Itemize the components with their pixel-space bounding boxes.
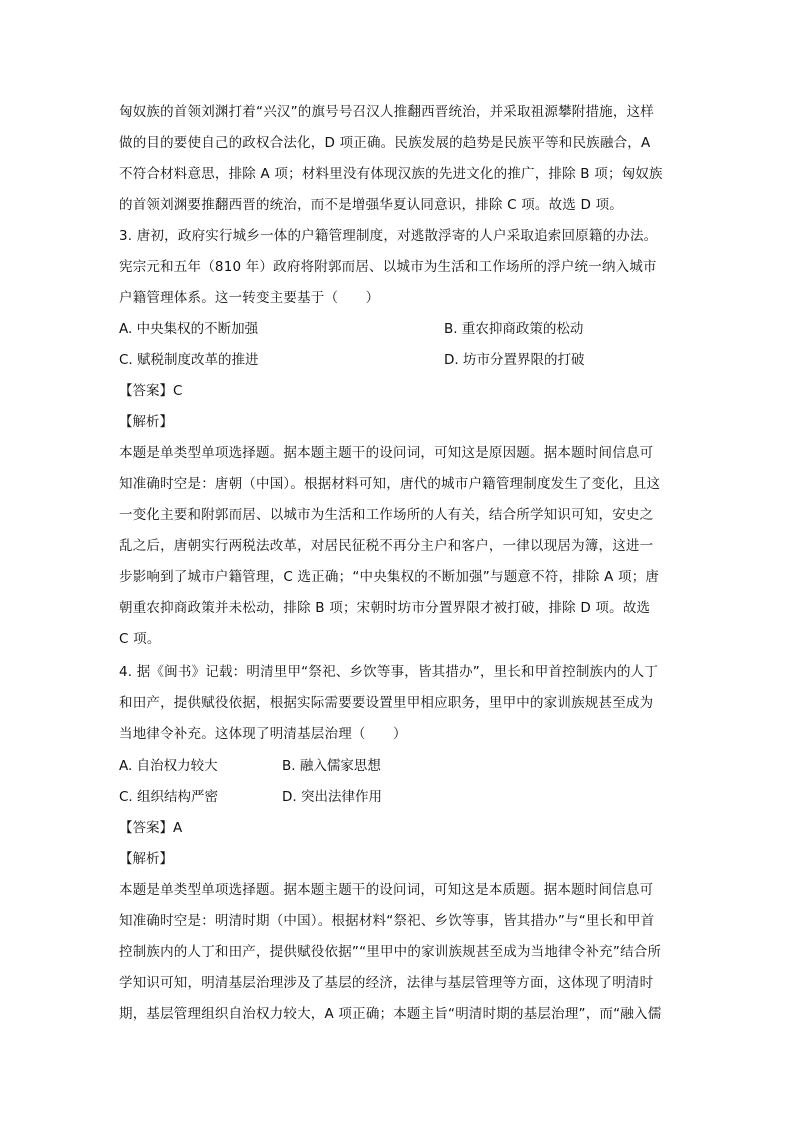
question-3-analysis-line: C 项。: [119, 631, 161, 647]
question-3-option-d: D. 坊市分置界限的打破: [444, 352, 585, 368]
question-3-analysis-label: 【解析】: [119, 414, 173, 430]
question-3-option-b: B. 重农抑商政策的松动: [444, 321, 584, 337]
question-4-option-d: D. 突出法律作用: [282, 789, 382, 805]
question-3-analysis-line: 知准确时空是：唐朝（中国）。根据材料可知，唐代的城市户籍管理制度发生了变化，且这: [119, 476, 661, 492]
question-4-stem-line: 4. 据《闽书》记载：明清里甲“祭祀、乡饮等事，皆其措办”，里长和甲首控制族内的人丁: [119, 664, 659, 680]
text-line: 的首领刘渊要推翻西晋的统治，而不是增强华夏认同意识，排除 C 项。故选 D 项。: [119, 197, 623, 213]
question-3-stem-line: 户籍管理体系。这一转变主要基于（ ）: [119, 290, 380, 306]
question-3-option-a: A. 中央集权的不断加强: [119, 321, 259, 337]
question-3-stem-line: 宪宗元和五年（810 年）政府将附郭而居、以城市为生活和工作场所的浮户统一纳入城市: [119, 259, 657, 275]
question-4-analysis-line: 知准确时空是：明清时期（中国）。根据材料“祭祀、乡饮等事，皆其措办”与“里长和甲首: [119, 913, 655, 929]
question-4-answer: 【答案】A: [119, 820, 183, 836]
question-3-stem-line: 3. 唐初，政府实行城乡一体的户籍管理制度，对逃散浮寄的人户采取追索回原籍的办法。: [119, 228, 658, 244]
question-4-analysis-line: 学知识可知，明清基层治理涉及了基层的经济，法律与基层管理等方面，这体现了明清时: [119, 975, 654, 991]
question-4-analysis-line: 期，基层管理组织自治权力较大，A 项正确；本题主旨“明清时期的基层治理”，而“融入儒: [119, 1006, 662, 1022]
question-4-analysis-label: 【解析】: [119, 851, 173, 867]
question-4-option-c: C. 组织结构严密: [119, 789, 219, 805]
question-4-option-a: A. 自治权力较大: [119, 758, 218, 774]
question-4-analysis-line: 控制族内的人丁和田产，提供赋役依据”“里甲中的家训族规甚至成为当地律令补充”结合所: [119, 944, 662, 960]
question-4-analysis-line: 本题是单类型单项选择题。据本题主题干的设问词，可知这是本质题。据本题时间信息可: [119, 882, 654, 898]
question-4-stem-line: 当地律令补充。这体现了明清基层治理（ ）: [119, 726, 407, 742]
question-3-analysis-line: 步影响到了城市户籍管理，C 选正确；“中央集权的不断加强”与题意不符，排除 A 项；唐: [119, 569, 660, 585]
question-3-analysis-line: 本题是单类型单项选择题。据本题主题干的设问词，可知这是原因题。据本题时间信息可: [119, 445, 654, 461]
text-line: 不符合材料意思，排除 A 项；材料里没有体现汉族的先进文化的推广，排除 B 项；匈奴族: [119, 166, 663, 182]
text-line: 匈奴族的首领刘渊打着“兴汉”的旗号号召汉人推翻西晋统治，并采取祖源攀附措施，这样: [119, 104, 654, 120]
question-3-analysis-line: 一变化主要和附郭而居、以城市为生活和工作场所的人有关，结合所学知识可知，安史之: [119, 507, 654, 523]
question-4-stem-line: 和田产，提供赋役依据，根据实际需要要设置里甲相应职务，里甲中的家训族规甚至成为: [119, 695, 654, 711]
question-3-option-c: C. 赋税制度改革的推进: [119, 352, 259, 368]
question-3-analysis-line: 乱之后，唐朝实行两税法改革，对居民征税不再分主户和客户，一律以现居为簿，这进一: [119, 538, 654, 554]
text-line: 做的目的要使自己的政权合法化，D 项正确。民族发展的趋势是民族平等和民族融合，A: [119, 135, 651, 151]
question-4-option-b: B. 融入儒家思想: [282, 758, 381, 774]
question-3-answer: 【答案】C: [119, 383, 183, 399]
question-3-analysis-line: 朝重农抑商政策并未松动，排除 B 项；宋朝时坊市分置界限才被打破，排除 D 项。故选: [119, 600, 651, 616]
